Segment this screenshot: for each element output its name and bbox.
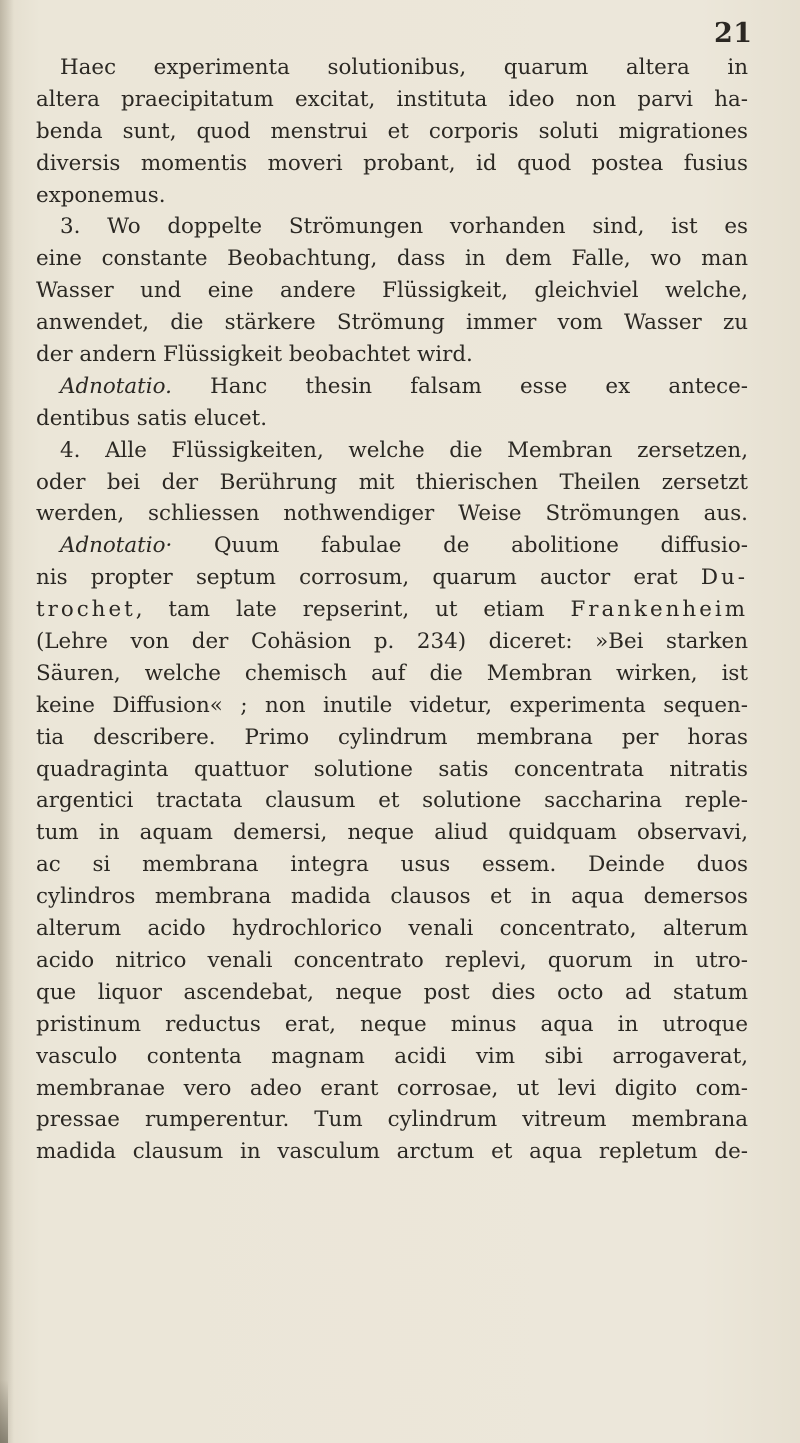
text-span: Wasser und eine andere Flüssigkeit, gleichviel welche,: [36, 278, 748, 304]
text-line: [36, 1104, 748, 1136]
text-span: Quum fabulae de abolitione diffusio-: [172, 533, 748, 559]
text-span: exponemus.: [36, 182, 166, 208]
text-line: [36, 1136, 748, 1168]
text-line: [36, 403, 748, 435]
text-span: altera praecipitatum excitat, instituta ideo non parvi ha-: [36, 86, 748, 112]
text-span: Frankenheim: [570, 597, 748, 623]
text-span: eine constante Beobachtung, dass in dem Falle, wo man: [36, 246, 748, 272]
text-line: [36, 913, 748, 945]
text-line: [36, 658, 748, 690]
text-span: der andern Flüssigkeit beobachtet wird.: [36, 342, 473, 368]
text-line: [36, 530, 748, 562]
text-span: benda sunt, quod menstrui et corporis soluti migrationes: [36, 118, 748, 144]
text-line: [36, 435, 748, 467]
text-line: [36, 977, 748, 1009]
text-line: [36, 52, 748, 84]
text-line: [36, 1073, 748, 1105]
text-line: [36, 243, 748, 275]
text-span: nis propter septum corrosum, quarum auctor erat: [36, 565, 701, 591]
text-span: pressae rumperentur. Tum cylindrum vitreum membrana: [36, 1107, 748, 1133]
text-line: [36, 180, 748, 212]
text-span: Säuren, welche chemisch auf die Membran wirken, ist: [36, 660, 748, 686]
text-span: Hanc thesin falsam esse ex antece-: [171, 373, 748, 399]
text-line: [36, 690, 748, 722]
text-line: [36, 339, 748, 371]
text-span: madida clausum in vasculum arctum et aqua repletum de-: [36, 1139, 748, 1165]
text-line: [36, 945, 748, 977]
text-line: [36, 594, 748, 626]
text-line: [36, 211, 748, 243]
text-span: cylindros membrana madida clausos et in aqua demersos: [36, 884, 748, 910]
text-span: quadraginta quattuor solutione satis concentrata nitratis: [36, 756, 748, 782]
text-line: [36, 148, 748, 180]
text-line: [36, 849, 748, 881]
text-span: alterum acido hydrochlorico venali concentrato, alterum: [36, 916, 748, 942]
text-span: oder bei der Berührung mit thierischen Theilen zersetzt: [36, 469, 748, 495]
text-line: [36, 626, 748, 658]
page-corner-mark: [0, 1380, 8, 1443]
body-text: [36, 52, 748, 1168]
text-span: keine Diffusion« ; non inutile videtur, experimenta sequen-: [36, 692, 748, 718]
text-span: 3. Wo doppelte Strömungen vorhanden sind, ist es: [60, 214, 748, 240]
text-span: que liquor ascendebat, neque post dies octo ad statum: [36, 979, 748, 1005]
text-span: (Lehre von der Cohäsion p. 234) diceret: »Bei starken: [36, 629, 748, 655]
text-span: trochet: [36, 597, 136, 623]
text-span: Haec experimenta solutionibus, quarum altera in: [60, 55, 748, 80]
text-span: vasculo contenta magnam acidi vim sibi arrogaverat,: [36, 1043, 748, 1069]
text-line: [36, 785, 748, 817]
text-span: pristinum reductus erat, neque minus aqua in utroque: [36, 1011, 748, 1037]
text-span: 4. Alle Flüssigkeiten, welche die Membran zersetzen,: [60, 437, 748, 463]
text-span: Adnotatio·: [60, 533, 173, 559]
text-span: , tam late repserint, ut etiam: [135, 597, 571, 623]
text-span: tum in aquam demersi, neque aliud quidquam observavi,: [36, 820, 748, 846]
text-line: [36, 116, 748, 148]
text-line: [36, 467, 748, 499]
text-line: [36, 307, 748, 339]
text-line: [36, 1041, 748, 1073]
text-span: anwendet, die stärkere Strömung immer vom Wasser zu: [36, 310, 748, 336]
text-line: [36, 881, 748, 913]
text-line: [36, 722, 748, 754]
text-line: [36, 817, 748, 849]
text-span: acido nitrico venali concentrato replevi, quorum in utro-: [36, 947, 748, 973]
text-span: diversis momentis moveri probant, id quod postea fusius: [36, 150, 748, 176]
text-span: dentibus satis elucet.: [36, 405, 268, 431]
text-span: Du-: [700, 565, 748, 591]
text-line: [36, 1009, 748, 1041]
text-line: [36, 562, 748, 594]
text-span: argentici tractata clausum et solutione saccharina reple-: [36, 788, 748, 814]
page-edge-shadow: [0, 0, 14, 1443]
text-span: Adnotatio.: [60, 373, 172, 399]
text-line: [36, 275, 748, 307]
page-number: 21: [714, 18, 753, 49]
text-span: ac si membrana integra usus essem. Deinde duos: [36, 852, 748, 878]
text-line: [36, 498, 748, 530]
text-line: [36, 84, 748, 116]
text-line: [36, 754, 748, 786]
text-span: werden, schliessen nothwendiger Weise Strömungen aus.: [36, 501, 748, 527]
text-span: membranae vero adeo erant corrosae, ut levi digito com-: [36, 1075, 748, 1101]
text-span: tia describere. Primo cylindrum membrana per horas: [36, 724, 748, 750]
text-line: [36, 371, 748, 403]
